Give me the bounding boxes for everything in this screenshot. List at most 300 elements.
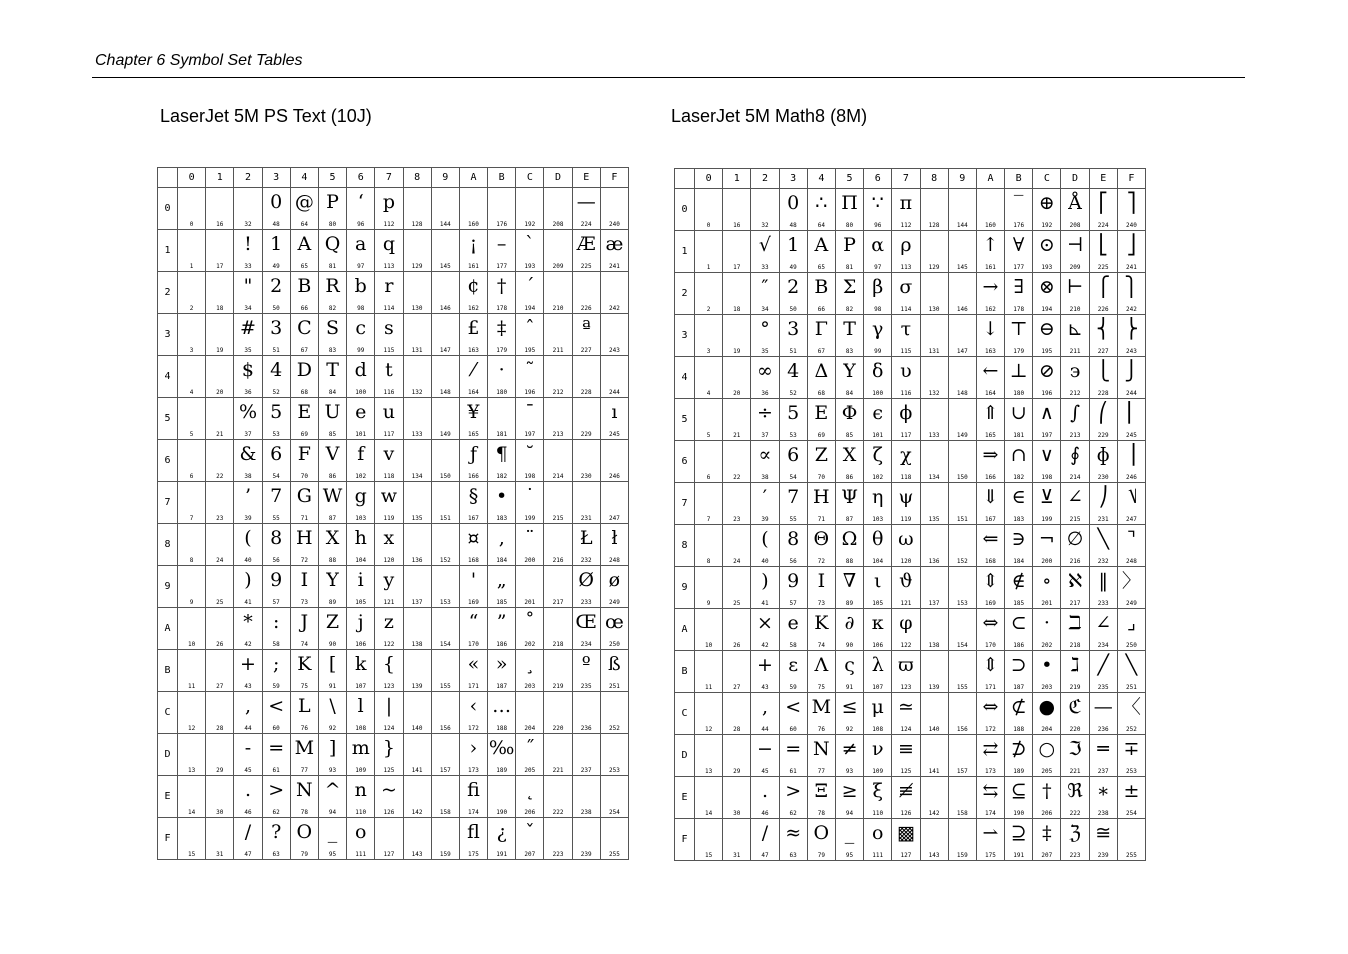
symbol-cell <box>1005 525 1033 567</box>
decimal-code: 30 <box>216 809 224 816</box>
symbol-glyph: 〉 <box>1121 570 1141 592</box>
decimal-code: 85 <box>845 432 854 439</box>
decimal-code: 155 <box>439 683 451 690</box>
decimal-code: 83 <box>328 347 337 354</box>
column-header: D <box>1061 169 1089 189</box>
symbol-glyph: 8 <box>787 528 800 550</box>
decimal-code: 211 <box>552 347 564 354</box>
symbol-cell <box>1033 231 1061 273</box>
symbol-glyph: ⊾ <box>1067 318 1083 340</box>
decimal-code: 200 <box>1041 558 1053 565</box>
symbol-cell <box>375 482 403 524</box>
decimal-code: 179 <box>1013 348 1025 355</box>
decimal-code: 77 <box>300 767 308 774</box>
decimal-code: 160 <box>468 221 479 228</box>
decimal-code: 231 <box>580 515 592 522</box>
symbol-glyph: ⇓ <box>982 486 999 508</box>
decimal-code: 45 <box>761 768 769 775</box>
symbol-cell <box>347 650 375 692</box>
symbol-cell <box>206 608 234 650</box>
column-header: 5 <box>318 168 346 188</box>
symbol-glyph: Π <box>841 192 858 214</box>
decimal-code: 71 <box>817 516 825 523</box>
symbol-cell <box>976 693 1004 735</box>
symbol-glyph: ˚ <box>525 611 535 633</box>
symbol-glyph: 2 <box>270 275 283 297</box>
symbol-glyph: ⊤ <box>1009 318 1028 340</box>
decimal-code: 242 <box>1125 306 1137 313</box>
symbol-glyph: ‚ <box>498 527 505 549</box>
symbol-glyph: ⇔ <box>982 696 999 718</box>
decimal-code: 69 <box>300 431 308 438</box>
symbol-cell <box>544 692 572 734</box>
column-header: 2 <box>751 169 779 189</box>
symbol-cell <box>779 441 807 483</box>
symbol-glyph: o <box>871 822 884 844</box>
symbol-glyph: × <box>757 612 773 634</box>
symbol-glyph: γ <box>872 318 884 340</box>
symbol-glyph: ╲ <box>1125 654 1138 676</box>
symbol-cell <box>431 188 459 230</box>
symbol-cell <box>572 524 600 566</box>
decimal-code: 64 <box>817 222 825 229</box>
decimal-code: 204 <box>1041 726 1053 733</box>
symbol-cell <box>920 357 948 399</box>
symbol-cell <box>572 734 600 776</box>
symbol-glyph: P <box>843 234 856 256</box>
symbol-cell <box>1089 399 1117 441</box>
column-header-row <box>675 169 1146 189</box>
symbol-glyph: ∂ <box>844 612 855 634</box>
decimal-code: 159 <box>956 852 968 859</box>
symbol-glyph: ; <box>272 653 280 675</box>
decimal-code: 85 <box>328 431 337 438</box>
decimal-code: 103 <box>355 515 367 522</box>
row-header: 4 <box>675 357 695 399</box>
symbol-cell <box>779 567 807 609</box>
decimal-code: 128 <box>411 221 423 228</box>
symbol-cell <box>544 776 572 818</box>
symbol-cell <box>516 524 544 566</box>
symbol-cell <box>695 567 723 609</box>
symbol-glyph: ∀ <box>1012 234 1025 256</box>
symbol-cell <box>516 818 544 860</box>
decimal-code: 130 <box>928 306 940 313</box>
decimal-code: 50 <box>789 306 797 313</box>
decimal-code: 144 <box>439 221 451 228</box>
decimal-code: 241 <box>608 263 620 270</box>
symbol-cell <box>1005 231 1033 273</box>
symbol-glyph: ς <box>844 654 855 676</box>
decimal-code: 20 <box>216 389 224 396</box>
table-row <box>675 231 1146 273</box>
symbol-cell <box>290 650 318 692</box>
symbol-glyph: ( <box>761 528 769 550</box>
symbol-cell <box>948 399 976 441</box>
symbol-cell <box>544 734 572 776</box>
symbol-glyph: 4 <box>787 360 800 382</box>
symbol-glyph: ℶ <box>1068 612 1082 634</box>
symbol-glyph: ↑ <box>982 234 999 256</box>
symbol-cell <box>234 482 262 524</box>
decimal-code: 75 <box>300 683 308 690</box>
symbol-cell <box>723 399 751 441</box>
symbol-glyph: Σ <box>842 276 857 298</box>
decimal-code: 107 <box>872 684 884 691</box>
symbol-cell <box>375 566 403 608</box>
column-header: 7 <box>892 169 920 189</box>
symbol-cell <box>178 482 206 524</box>
decimal-code: 6 <box>706 474 711 481</box>
symbol-cell <box>751 441 779 483</box>
symbol-cell <box>572 440 600 482</box>
symbol-glyph: ⊘ <box>1038 360 1055 382</box>
symbol-glyph: — <box>1093 696 1113 718</box>
decimal-code: 37 <box>761 432 769 439</box>
decimal-code: 64 <box>300 221 308 228</box>
symbol-cell <box>864 693 892 735</box>
decimal-code: 210 <box>1069 306 1081 313</box>
symbol-glyph: ω <box>898 528 914 550</box>
symbol-cell <box>234 314 262 356</box>
column-header: 6 <box>864 169 892 189</box>
symbol-cell <box>403 230 431 272</box>
symbol-glyph: ⊙ <box>1038 234 1055 256</box>
symbol-cell <box>807 777 835 819</box>
symbol-glyph: ⊻ <box>1039 486 1054 508</box>
symbol-glyph: ‹ <box>469 695 478 717</box>
decimal-code: 213 <box>1069 432 1081 439</box>
decimal-code: 209 <box>1069 264 1081 271</box>
symbol-cell <box>1033 609 1061 651</box>
symbol-cell <box>1117 777 1145 819</box>
decimal-code: 27 <box>216 683 224 690</box>
symbol-cell <box>723 693 751 735</box>
symbol-glyph: ɸ <box>1096 444 1110 466</box>
symbol-glyph: ═ <box>1097 738 1109 760</box>
symbol-cell <box>1005 441 1033 483</box>
decimal-code: 78 <box>300 809 308 816</box>
symbol-glyph: ⊗ <box>1038 276 1055 298</box>
decimal-code: 215 <box>1069 516 1081 523</box>
symbol-glyph: π <box>899 192 913 214</box>
symbol-glyph: ] <box>328 737 337 759</box>
symbol-glyph: • <box>1041 654 1053 676</box>
symbol-cell <box>403 398 431 440</box>
decimal-code: 67 <box>817 348 825 355</box>
symbol-cell <box>572 356 600 398</box>
symbol-glyph: Γ <box>814 318 828 340</box>
symbol-cell <box>488 398 516 440</box>
symbol-glyph: ° <box>760 318 770 340</box>
decimal-code: 172 <box>985 726 996 733</box>
decimal-code: 243 <box>1125 348 1137 355</box>
symbol-cell <box>1033 357 1061 399</box>
decimal-code: 41 <box>244 599 252 606</box>
table-title-ps-text: LaserJet 5M PS Text (10J) <box>160 106 372 126</box>
symbol-glyph: x <box>383 527 395 549</box>
symbol-cell <box>779 483 807 525</box>
decimal-code: 182 <box>496 473 508 480</box>
decimal-code: 190 <box>496 809 508 816</box>
decimal-code: 209 <box>552 263 564 270</box>
symbol-cell <box>1061 609 1089 651</box>
symbol-glyph: N <box>813 738 830 760</box>
symbol-cell <box>375 776 403 818</box>
symbol-cell <box>1005 357 1033 399</box>
symbol-cell <box>892 273 920 315</box>
decimal-code: 13 <box>187 767 196 774</box>
table-row <box>675 735 1146 777</box>
symbol-cell <box>695 357 723 399</box>
symbol-cell <box>1033 273 1061 315</box>
symbol-cell <box>600 692 628 734</box>
symbol-glyph: ⇒ <box>982 444 999 466</box>
symbol-glyph: B <box>297 275 312 297</box>
symbol-cell <box>459 440 487 482</box>
decimal-code: 244 <box>1125 390 1137 397</box>
symbol-cell <box>262 734 290 776</box>
column-header: 1 <box>723 169 751 189</box>
decimal-code: 105 <box>355 599 367 606</box>
decimal-code: 88 <box>328 557 337 564</box>
decimal-code: 117 <box>383 431 395 438</box>
decimal-code: 169 <box>985 600 996 607</box>
decimal-code: 97 <box>874 264 882 271</box>
symbol-cell <box>347 692 375 734</box>
decimal-code: 73 <box>300 599 308 606</box>
symbol-glyph: 4 <box>270 359 283 381</box>
symbol-cell <box>920 609 948 651</box>
decimal-code: 183 <box>496 515 508 522</box>
symbol-glyph: ⎦ <box>1126 234 1137 256</box>
symbol-cell <box>864 609 892 651</box>
symbol-cell <box>234 272 262 314</box>
symbol-cell <box>234 734 262 776</box>
symbol-cell <box>751 777 779 819</box>
row-header: 2 <box>158 272 178 314</box>
symbol-cell <box>544 314 572 356</box>
symbol-cell <box>807 693 835 735</box>
symbol-cell <box>347 188 375 230</box>
decimal-code: 131 <box>928 348 940 355</box>
symbol-cell <box>807 273 835 315</box>
table-row <box>675 651 1146 693</box>
symbol-glyph: l <box>357 695 364 717</box>
symbol-cell <box>459 692 487 734</box>
symbol-cell <box>1061 693 1089 735</box>
decimal-code: 70 <box>817 474 825 481</box>
row-header: 9 <box>158 566 178 608</box>
decimal-code: 66 <box>817 306 825 313</box>
decimal-code: 186 <box>496 641 508 648</box>
symbol-cell <box>976 735 1004 777</box>
decimal-code: 74 <box>300 641 308 648</box>
decimal-code: 123 <box>900 684 912 691</box>
symbol-cell <box>1117 483 1145 525</box>
decimal-code: 142 <box>411 809 423 816</box>
symbol-cell <box>723 609 751 651</box>
decimal-code: 189 <box>1013 768 1025 775</box>
decimal-code: 205 <box>1041 768 1053 775</box>
symbol-glyph: ¬ <box>1038 528 1055 550</box>
decimal-code: 92 <box>845 726 854 733</box>
symbol-glyph: - <box>244 737 252 759</box>
symbol-glyph: I <box>300 569 309 591</box>
symbol-glyph: ⎟ <box>1126 444 1137 466</box>
symbol-cell <box>262 650 290 692</box>
decimal-code: 76 <box>817 726 825 733</box>
symbol-cell <box>178 776 206 818</box>
symbol-cell <box>1089 231 1117 273</box>
decimal-code: 46 <box>761 810 769 817</box>
symbol-glyph: ⊃ <box>1010 654 1027 676</box>
symbol-glyph: 8 <box>270 527 283 549</box>
decimal-code: 27 <box>733 684 741 691</box>
decimal-code: 224 <box>580 221 592 228</box>
symbol-glyph: 9 <box>787 570 800 592</box>
table-row <box>158 356 629 398</box>
symbol-glyph: Z <box>814 444 828 466</box>
symbol-glyph: ∓ <box>1123 738 1140 760</box>
symbol-glyph: g <box>354 485 367 507</box>
symbol-glyph: ¨ <box>525 527 535 549</box>
symbol-glyph: κ <box>871 612 884 634</box>
decimal-code: 138 <box>928 642 940 649</box>
decimal-code: 84 <box>328 389 337 396</box>
symbol-glyph: ∈ <box>1011 486 1026 508</box>
decimal-code: 90 <box>845 642 854 649</box>
symbol-cell <box>403 818 431 860</box>
symbol-cell <box>835 231 863 273</box>
decimal-code: 188 <box>1013 726 1025 733</box>
symbol-cell <box>600 776 628 818</box>
decimal-code: 221 <box>552 767 564 774</box>
symbol-cell <box>347 398 375 440</box>
decimal-code: 245 <box>1125 432 1137 439</box>
symbol-cell <box>695 189 723 231</box>
decimal-code: 160 <box>985 222 996 229</box>
column-header: F <box>600 168 628 188</box>
symbol-cell <box>431 314 459 356</box>
symbol-cell <box>375 356 403 398</box>
decimal-code: 49 <box>789 264 797 271</box>
decimal-code: 115 <box>900 348 912 355</box>
symbol-cell <box>544 440 572 482</box>
symbol-cell <box>375 608 403 650</box>
symbol-cell <box>431 650 459 692</box>
decimal-code: 123 <box>383 683 395 690</box>
symbol-cell <box>751 693 779 735</box>
decimal-code: 149 <box>956 432 968 439</box>
symbol-cell <box>807 441 835 483</box>
decimal-code: 233 <box>1097 600 1109 607</box>
symbol-cell <box>1061 651 1089 693</box>
decimal-code: 120 <box>383 557 395 564</box>
row-header: 9 <box>675 567 695 609</box>
symbol-cell <box>976 189 1004 231</box>
symbol-cell <box>920 567 948 609</box>
decimal-code: 244 <box>608 389 620 396</box>
symbol-glyph: ∞ <box>757 360 773 382</box>
symbol-cell <box>948 819 976 861</box>
symbol-cell <box>723 189 751 231</box>
symbol-cell <box>488 524 516 566</box>
symbol-glyph: Y <box>326 569 339 591</box>
decimal-code: 221 <box>1069 768 1081 775</box>
decimal-code: 139 <box>411 683 423 690</box>
symbol-glyph: ι <box>873 570 882 592</box>
decimal-code: 197 <box>1041 432 1053 439</box>
symbol-cell <box>920 189 948 231</box>
symbol-cell <box>1061 483 1089 525</box>
symbol-cell <box>920 483 948 525</box>
row-header: F <box>675 819 695 861</box>
symbol-glyph: ± <box>1123 780 1140 802</box>
decimal-code: 14 <box>704 810 713 817</box>
decimal-code: 13 <box>704 768 713 775</box>
symbol-cell <box>318 440 346 482</box>
decimal-code: 50 <box>272 305 280 312</box>
column-header: 5 <box>835 169 863 189</box>
symbol-cell <box>178 566 206 608</box>
decimal-code: 229 <box>1097 432 1109 439</box>
symbol-cell <box>864 399 892 441</box>
symbol-cell <box>600 440 628 482</box>
symbol-cell <box>516 272 544 314</box>
symbol-cell <box>723 735 751 777</box>
symbol-glyph: ⎣ <box>1098 234 1108 256</box>
symbol-cell <box>723 441 751 483</box>
decimal-code: 218 <box>552 641 564 648</box>
decimal-code: 26 <box>733 642 741 649</box>
decimal-code: 137 <box>411 599 423 606</box>
symbol-glyph: Ξ <box>814 780 829 802</box>
symbol-cell <box>779 735 807 777</box>
decimal-code: 88 <box>845 558 854 565</box>
decimal-code: 94 <box>328 809 337 816</box>
symbol-cell <box>206 188 234 230</box>
decimal-code: 41 <box>761 600 769 607</box>
symbol-cell <box>403 776 431 818</box>
symbol-cell <box>835 777 863 819</box>
decimal-code: 103 <box>872 516 884 523</box>
symbol-cell <box>1117 357 1145 399</box>
symbol-cell <box>1089 735 1117 777</box>
symbol-cell <box>920 735 948 777</box>
decimal-code: 16 <box>733 222 741 229</box>
symbol-glyph: ⎜ <box>1126 402 1137 424</box>
symbol-glyph: k <box>354 653 367 675</box>
decimal-code: 171 <box>985 684 996 691</box>
symbol-glyph: ∠ <box>1067 486 1083 508</box>
symbol-cell <box>751 609 779 651</box>
decimal-code: 99 <box>874 348 882 355</box>
symbol-cell <box>403 188 431 230</box>
decimal-code: 79 <box>300 851 308 858</box>
symbol-cell <box>290 356 318 398</box>
decimal-code: 213 <box>552 431 564 438</box>
decimal-code: 159 <box>439 851 451 858</box>
symbol-cell <box>318 608 346 650</box>
symbol-cell <box>178 692 206 734</box>
decimal-code: 6 <box>189 473 194 480</box>
symbol-cell <box>262 398 290 440</box>
decimal-code: 143 <box>928 852 940 859</box>
symbol-cell <box>807 735 835 777</box>
symbol-cell <box>1089 777 1117 819</box>
symbol-cell <box>1117 693 1145 735</box>
